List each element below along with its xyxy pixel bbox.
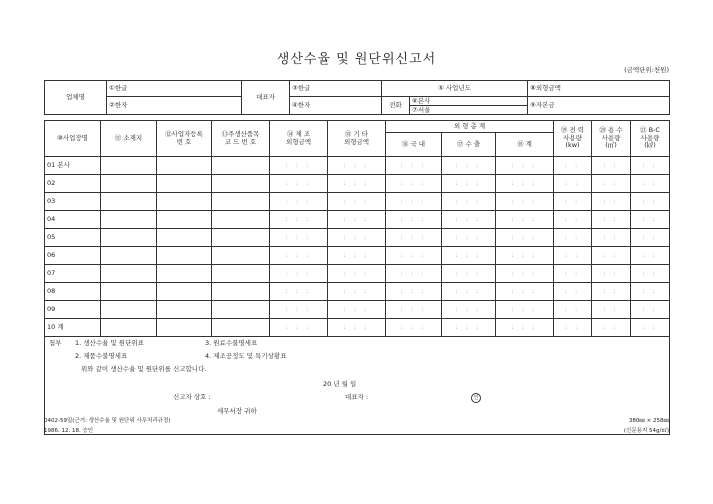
amount-cell[interactable]: : : [592,229,631,247]
amount-cell[interactable]: : : [592,247,631,265]
amount-cell[interactable]: : : : [442,247,496,265]
amount-cell[interactable]: : : [631,265,670,283]
col-other-2: 외형금액 [343,137,370,146]
input-cell[interactable] [101,283,157,301]
amount-cell[interactable]: : : : [496,193,554,211]
amount-cell[interactable]: : : : [270,301,328,319]
input-cell[interactable] [212,247,270,265]
col-product-1: ⑬주생산품목 [221,130,260,139]
foreign-sales-field[interactable]: ⑧외형금액 [528,81,670,97]
amount-cell[interactable]: : : : [328,157,386,175]
input-cell[interactable] [212,265,270,283]
col-oil-3: (㎘) [644,141,656,150]
table-row [45,283,670,301]
amount-cell[interactable]: : : [631,301,670,319]
input-cell[interactable] [212,301,270,319]
reporter-label: 신고자 상호 : [173,393,211,401]
amount-cell[interactable]: : : [631,247,670,265]
amount-cell[interactable]: : : : [328,319,386,337]
table-row [45,193,670,211]
amount-cell[interactable]: : : : [386,265,442,283]
row-label[interactable]: 02 [45,175,101,193]
amount-cell[interactable]: : : [631,157,670,175]
amount-cell[interactable]: : : : [496,283,554,301]
form-number: 0402-59일(근거: 생산수율 및 원단위 사무처리규정) [44,418,171,424]
amount-cell[interactable]: : : : [328,229,386,247]
amount-cell[interactable]: : : : [442,283,496,301]
table-row [45,229,670,247]
input-cell[interactable] [212,157,270,175]
capital-field[interactable]: ⑨자본금 [528,97,670,115]
row-label[interactable]: 09 [45,301,101,319]
amount-cell[interactable]: : : : [328,247,386,265]
amount-cell[interactable]: : : : [270,229,328,247]
header-table [44,80,670,115]
amount-cell[interactable]: : : : [386,247,442,265]
input-cell[interactable] [157,211,212,229]
amount-cell[interactable]: : : : [496,247,554,265]
amount-cell[interactable]: : : : [328,265,386,283]
rep-hanja-field[interactable]: ④한자 [290,97,382,115]
amount-cell[interactable]: : : [631,175,670,193]
head-office-phone-field[interactable]: ⑥본사 [410,97,527,106]
col-power [554,121,592,157]
row-label[interactable]: 05 [45,229,101,247]
input-cell[interactable] [212,319,270,337]
col-product-2: 코 드 번 호 [224,137,257,146]
amount-cell[interactable]: : : : [496,229,554,247]
table-row [45,319,670,337]
amount-cell[interactable]: : : : [442,175,496,193]
amount-cell[interactable]: : : : [270,265,328,283]
amount-cell[interactable]: : : [554,211,592,229]
amount-cell[interactable]: : : : [328,283,386,301]
company-hanja-field[interactable]: ②한자 [107,97,242,115]
amount-cell[interactable]: : : : [328,175,386,193]
input-cell[interactable] [157,193,212,211]
page-title: 생산수율 및 원단위신고서 [276,52,437,67]
row-label[interactable]: 07 [45,265,101,283]
input-cell[interactable] [157,175,212,193]
amount-cell[interactable]: : : : [442,301,496,319]
amount-cell[interactable]: : : : [442,265,496,283]
col-water-2: 사용량 [601,133,621,142]
amount-cell[interactable]: : : : [496,265,554,283]
input-cell[interactable] [212,175,270,193]
amount-cell[interactable]: : : : [442,229,496,247]
amount-cell[interactable]: : : [631,229,670,247]
input-cell[interactable] [101,265,157,283]
table-row [45,211,670,229]
amount-cell[interactable]: : : : [328,193,386,211]
amount-cell[interactable]: : : [554,247,592,265]
amount-cell[interactable]: : : [554,319,592,337]
row-label[interactable]: 06 [45,247,101,265]
rep-hangul-field[interactable]: ③한글 [290,81,382,97]
amount-cell[interactable]: : : : [442,157,496,175]
col-oil [631,121,670,157]
amount-cell[interactable]: : : : [386,193,442,211]
input-cell[interactable] [157,301,212,319]
col-reg-no-1: ⑫사업자등록 [165,130,203,139]
input-cell[interactable] [157,157,212,175]
recipient: 세무서장 귀하 [217,407,257,415]
col-manufacture [270,121,328,157]
col-oil-1: ㉑ B-C [640,126,660,135]
amount-cell[interactable]: : : : [328,211,386,229]
table-row [45,175,670,193]
amount-cell[interactable]: : : [592,301,631,319]
col-power-3: (kw) [565,141,580,150]
input-cell[interactable] [212,283,270,301]
fiscal-year-field[interactable]: ⑤ 사업년도 [382,81,528,97]
col-oil-2: 사용량 [640,133,660,142]
amount-cell[interactable]: : : : [386,283,442,301]
amount-cell[interactable]: : : : [442,319,496,337]
col-water-1: ⑳ 용 수 [599,126,623,135]
amount-cell[interactable]: : : [554,157,592,175]
input-cell[interactable] [101,319,157,337]
amount-cell[interactable]: : : [554,265,592,283]
representative-label: 대표자 [242,81,290,115]
col-sum: ⑱ 계 [496,133,554,157]
col-product-code [212,121,270,157]
unit-note: (금액단위:천원) [624,66,669,74]
date-line[interactable]: 20 년 월 일 [323,380,357,388]
col-water-3: (㎥) [605,141,617,150]
amount-cell[interactable]: : : [592,283,631,301]
amount-cell[interactable]: : : [631,283,670,301]
seoul-phone-field[interactable]: ⑦서울 [412,106,431,114]
input-cell[interactable] [212,193,270,211]
amount-cell[interactable]: : : : [386,319,442,337]
company-name-label: 업체명 [45,81,107,115]
col-total: 외 형 총 계 [386,121,554,133]
company-hangul-field[interactable]: ①한글 [107,81,242,97]
input-cell[interactable] [101,229,157,247]
amount-cell[interactable]: : : : [270,211,328,229]
col-site: ⑩사업장명 [45,121,101,157]
table-row [45,247,670,265]
declaration-text: 위와 같이 생산수율 및 원단위를 신고합니다. [81,365,207,373]
input-cell[interactable] [157,247,212,265]
amount-cell[interactable]: : : [554,193,592,211]
amount-cell[interactable]: : : [554,175,592,193]
amount-cell[interactable]: : : : [386,211,442,229]
input-cell[interactable] [101,247,157,265]
amount-cell[interactable]: : : [631,319,670,337]
amount-cell[interactable]: : : [592,265,631,283]
amount-cell[interactable]: : : [592,319,631,337]
input-cell[interactable] [157,283,212,301]
amount-cell[interactable]: : : : [496,157,554,175]
amount-cell[interactable]: : : : [270,319,328,337]
approval-date: 1986. 12. 18. 승인 [44,428,94,434]
amount-cell[interactable]: : : : [496,211,554,229]
amount-cell[interactable]: : : : [270,193,328,211]
amount-cell[interactable]: : : : [270,247,328,265]
amount-cell[interactable]: : : : [386,175,442,193]
amount-cell[interactable]: : : [554,283,592,301]
amount-cell[interactable]: : : [592,175,631,193]
row-label[interactable]: 10 계 [45,319,101,337]
col-water [592,121,631,157]
amount-cell[interactable]: : : [592,211,631,229]
table-row [45,301,670,319]
col-other [328,121,386,157]
amount-cell[interactable]: : : [592,157,631,175]
attachment-3: 3. 원료수불명세표 [205,339,258,347]
col-reg-no-2: 번 호 [176,137,192,146]
col-manuf-1: ⑭ 제 조 [286,130,311,139]
attachment-2: 2. 제품수불명세표 [75,352,128,360]
amount-cell[interactable]: : : : [270,157,328,175]
input-cell[interactable] [157,319,212,337]
input-cell[interactable] [101,157,157,175]
amount-cell[interactable]: : : : [496,175,554,193]
attachment-4: 4. 제조공정도 및 특기상황표 [205,352,287,360]
amount-cell[interactable]: : : : [270,175,328,193]
input-cell[interactable] [212,211,270,229]
input-cell[interactable] [101,193,157,211]
row-label[interactable]: 08 [45,283,101,301]
amount-cell[interactable]: : : : [386,229,442,247]
amount-cell[interactable]: : : [631,193,670,211]
paper-size: 380㎜ × 258㎜ [628,418,669,424]
amount-cell[interactable]: : : : [496,301,554,319]
table-row [45,157,670,175]
col-power-2: 사용량 [563,133,582,142]
row-label[interactable]: 03 [45,193,101,211]
attachments-label: 첨부 [49,339,62,347]
amount-cell[interactable]: : : [554,301,592,319]
input-cell[interactable] [157,265,212,283]
col-domestic: ⑯ 국 내 [386,133,442,157]
row-label[interactable]: 04 [45,211,101,229]
input-cell[interactable] [157,229,212,247]
attachment-1: 1. 생산수율 및 원단위표 [75,339,144,347]
seal-mark: 인 [471,393,481,403]
amount-cell[interactable]: : : : [442,193,496,211]
amount-cell[interactable]: : : : [386,157,442,175]
input-cell[interactable] [101,301,157,319]
phone-label: 전화 [382,97,410,115]
paper-type: (신문용지 54g/㎡) [623,428,669,434]
input-cell[interactable] [101,175,157,193]
amount-cell[interactable]: : : : [270,283,328,301]
rep-sign-label: 대표자 : [345,393,369,401]
col-power-1: ⑲ 전 력 [560,126,585,135]
amount-cell[interactable]: : : [631,211,670,229]
col-other-1: ⑮ 기 타 [344,130,369,139]
col-location: ⑪ 소재지 [101,121,157,157]
amount-cell[interactable]: : : : [442,211,496,229]
input-cell[interactable] [212,229,270,247]
col-reg-no [157,121,212,157]
table-row [45,265,670,283]
col-manuf-2: 외형금액 [285,137,312,146]
amount-cell[interactable]: : : : [328,301,386,319]
row-label[interactable]: 01 본사 [45,157,101,175]
amount-cell[interactable]: : : : [496,319,554,337]
col-export: ⑰ 수 출 [442,133,496,157]
main-table [44,120,670,435]
input-cell[interactable] [101,211,157,229]
amount-cell[interactable]: : : : [386,301,442,319]
amount-cell[interactable]: : : [592,193,631,211]
amount-cell[interactable]: : : [554,229,592,247]
